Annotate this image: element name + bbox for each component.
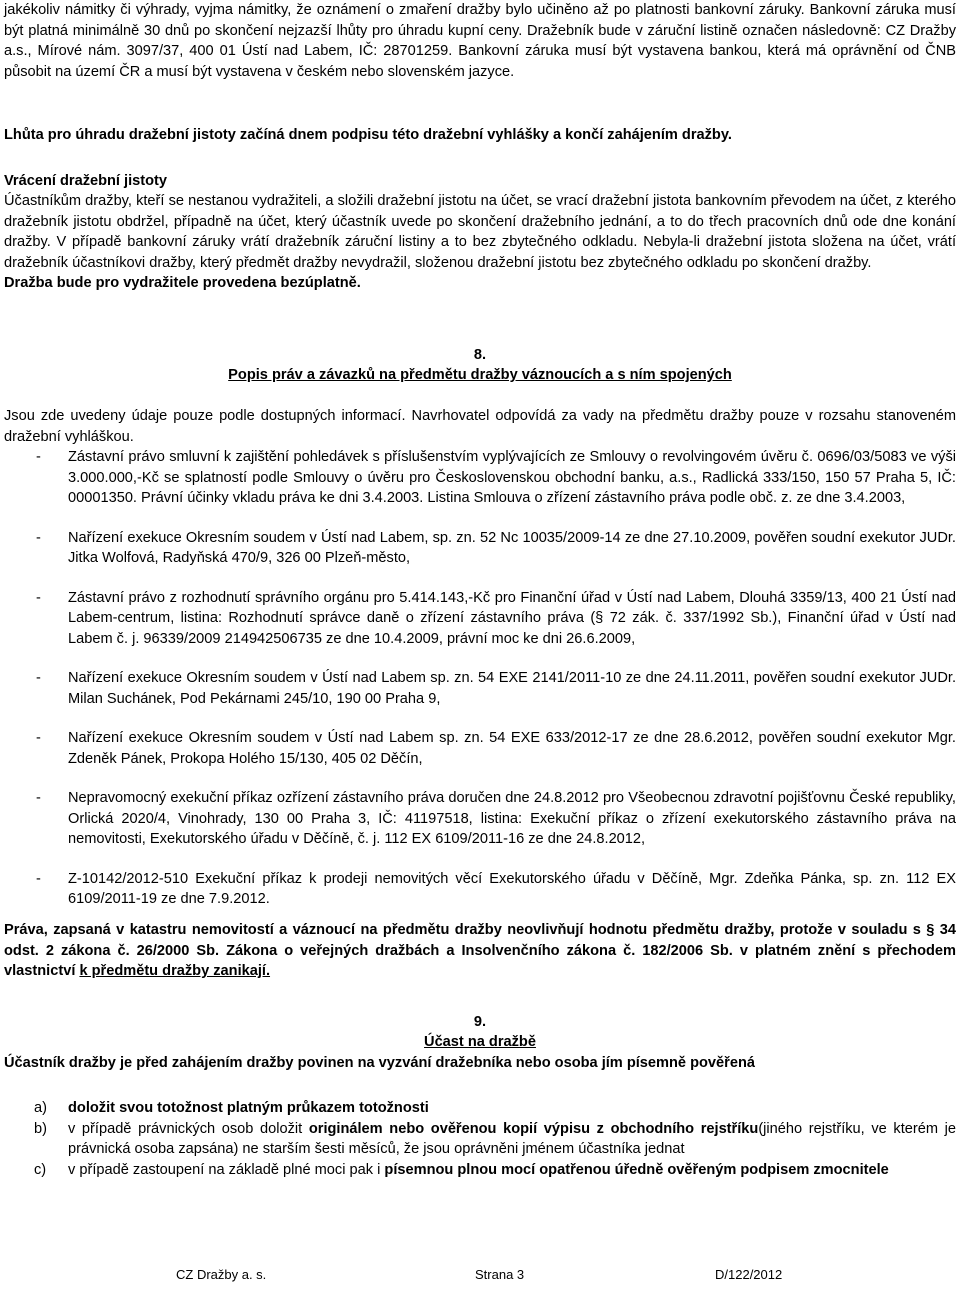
list-item xyxy=(4,788,956,850)
list-item xyxy=(4,869,956,910)
bank-guarantee-paragraph: jakékoliv námitky či výhrady, vyjma námitky, že oznámení o zmaření dražby bylo učiněno až po platnosti bankovní záruky. Bankovní záruka musí být platná minimálně 30 dnů po skončení nejzazší lhůty pro úhradu kupní ceny. Dražebník bude v záruční listině označen následovně: CZ Dražby a.s., Mírové nám. 3097/37, 400 01 Ústí nad Labem, IČ: 28701259. Bankovní záruka musí být vystavena bankou, která má oprávnění od ČNB působit na území ČR a musí být vystavena v českém nebo slovenském jazyce. xyxy=(4,2,956,80)
list-item xyxy=(4,447,956,509)
item-text: v případě zastoupení na základě plné moci pak i xyxy=(68,1161,385,1178)
dash-bullet: - xyxy=(36,730,41,746)
list-item-text: Nařízení exekuce Okresním soudem v Ústí nad Labem, sp. zn. 52 Nc 10035/2009-14 ze dne 27.10.2009, pověřen soudní exekutor JUDr. Jitka Wolfová, Radyňská 470/9, 326 00 Plzeň-město, xyxy=(68,529,956,566)
section-9-number: 9. xyxy=(473,1014,487,1030)
list-item xyxy=(4,1160,956,1181)
vat-note: Dražba bude pro vydražitele provedena bezúplatně. xyxy=(4,275,361,291)
list-item xyxy=(4,1098,956,1119)
dash-bullet: - xyxy=(36,790,41,806)
list-item xyxy=(4,668,956,709)
item-marker: b) xyxy=(34,1120,47,1137)
refund-heading: Vrácení dražební jistoty xyxy=(4,173,168,189)
list-item xyxy=(4,1119,956,1160)
closing-text: Práva, zapsaná v katastru nemovitostí a váznoucí na předmětu dražby neovlivňují hodnotu předmětu dražby, protože v souladu s § 34 odst. 2 zákona č. 26/2000 Sb. Zákona o veřejných dražbách a Insolvenčního zákona č. 182/2006 Sb. v platném znění s přechodem vlastnictví xyxy=(4,922,956,979)
dash-bullet: - xyxy=(36,449,41,465)
footer-reference: D/122/2012 xyxy=(715,1267,783,1282)
list-item-text: Zástavní právo smluvní k zajištění pohledávek s příslušenstvím vyplývajících ze Smlouvy o revolvingovém úvěru č. 0696/03/5083 ve výši 3.000.000,-Kč se splatností podle Smlouvy o úvěru pro Československou obchodní banku, a.s., Radlická 333/150, 150 57 Praha 5, IČ: 00001350. Právní účinky vkladu práva ke dni 3.4.2003. Listina Smlouva o zřízení zástavního práva podle obč. z. ze dne 3.4.2003, xyxy=(68,449,956,506)
encumbrance-list xyxy=(4,447,956,910)
list-item-text: Nařízení exekuce Okresním soudem v Ústí nad Labem sp. zn. 54 EXE 2141/2011-10 ze dne 24.11.2011, pověřen soudní exekutor JUDr. Milan Suchánek, Pod Pekárnami 245/10, 190 00 Praha 9, xyxy=(68,670,956,707)
item-rest-text: (jiného rejstříku, ve kterém je právnická osoba zapsána) ne starším šesti měsíců, že jsou oprávněni jménem účastníka jednat xyxy=(68,1120,956,1157)
section-8-intro: Jsou zde uvedeny údaje pouze podle dostupných informací. Navrhovatel odpovídá za vady na předmětu dražby pouze v rozsahu stanoveném dražební vyhláškou. xyxy=(4,408,956,445)
deposit-deadline-sentence: Lhůta pro úhradu dražební jistoty začíná dnem podpisu této dražební vyhlášky a končí zahájením dražby. xyxy=(4,127,732,143)
list-item-text: Nařízení exekuce Okresním soudem v Ústí nad Labem sp. zn. 54 EXE 633/2012-17 ze dne 28.6.2012, pověřen soudní exekutor Mgr. Zdeněk Pánek, Prokopa Holého 15/130, 405 02 Děčín, xyxy=(68,730,956,767)
dash-bullet: - xyxy=(36,870,41,887)
section-8-title: Popis práv a závazků na předmětu dražby váznoucích a s ním spojených xyxy=(228,367,732,383)
dash-bullet: - xyxy=(36,670,41,686)
item-bold-text: originálem nebo ověřenou kopií výpisu z obchodního rejstříku xyxy=(308,1120,759,1137)
list-item xyxy=(4,588,956,650)
section-9-title: Účast na dražbě xyxy=(424,1034,536,1050)
item-bold-text: doložit svou totožnost platným průkazem totožnosti xyxy=(68,1100,429,1116)
list-item-text: Nepravomocný exekuční příkaz ozřízení zástavního práva doručen dne 24.8.2012 pro Všeobecnou zdravotní pojišťovnu České republiky, Orlická 2020/4, Vinohrady, 130 00 Praha 3, IČ: 41197518, listina: Exekuční příkaz o zřízení exekutorského zástavního práva na nemovitosti, Exekutorského úřadu v Děčíně, č. j. 112 EX 6109/2011-16 ze dne 24.8.2012, xyxy=(68,790,956,847)
participation-requirements-list xyxy=(4,1098,956,1180)
item-bold-text: písemnou plnou mocí opatřenou úředně ověřeným podpisem zmocnitele xyxy=(384,1161,889,1178)
refund-paragraph: Účastníkům dražby, kteří se nestanou vydražiteli, a složili dražební jistotu na účet, se vrací dražební jistota bankovním převodem na účet, z kterého dražebník jistotu obdržel, případně na účet, který účastník uvede po skončení dražebního jednání, a to do třech pracovních dnů ode dne konání dražby. V případě bankovní záruky vrátí dražebník záruční listiny a to bez zbytečného odkladu. Nebyla-li dražební jistota složena na účet, vrátí dražebník účastníkovi dražby, který předmět dražby nevydražil, složenou dražební jistotu bez zbytečného odkladu po skončení dražby. xyxy=(4,193,956,271)
list-item xyxy=(4,528,956,569)
section-8-number: 8. xyxy=(473,347,487,363)
item-marker: a) xyxy=(34,1100,47,1116)
list-item xyxy=(4,728,956,769)
closing-underlined-text: k předmětu dražby zanikají. xyxy=(79,963,271,979)
list-item-text: Zástavní právo z rozhodnutí správního orgánu pro 5.414.143,-Kč pro Finanční úřad v Ústí nad Labem, Dlouhá 3359/13, 400 21 Ústí nad Labem-centrum, listina: Rozhodnutí správce daně o zřízení zástavního práva (§ 72 zák. č. 337/1992 Sb.), Finanční úřad v Ústí nad Labem č. j. 96339/2009 214942506735 ze dne 10.4.2009, právní moc ke dni 26.6.2009, xyxy=(68,589,956,647)
footer-page-number: Strana 3 xyxy=(475,1267,525,1282)
section-8-closing xyxy=(4,920,956,982)
item-text: v případě právnických osob doložit xyxy=(68,1120,309,1137)
footer-company: CZ Dražby a. s. xyxy=(176,1267,267,1282)
dash-bullet: - xyxy=(36,529,41,546)
dash-bullet: - xyxy=(36,589,41,606)
item-marker: c) xyxy=(34,1161,47,1178)
section-9-intro: Účastník dražby je před zahájením dražby povinen na vyzvání dražebníka nebo osoba jím písemně pověřená xyxy=(4,1055,755,1071)
list-item-text: Z-10142/2012-510 Exekuční příkaz k prodeji nemovitých věcí Exekutorského úřadu v Děčíně, Mgr. Zdeňka Pánka, sp. zn. 112 EX 6109/2011-19 ze dne 7.9.2012. xyxy=(68,870,956,907)
